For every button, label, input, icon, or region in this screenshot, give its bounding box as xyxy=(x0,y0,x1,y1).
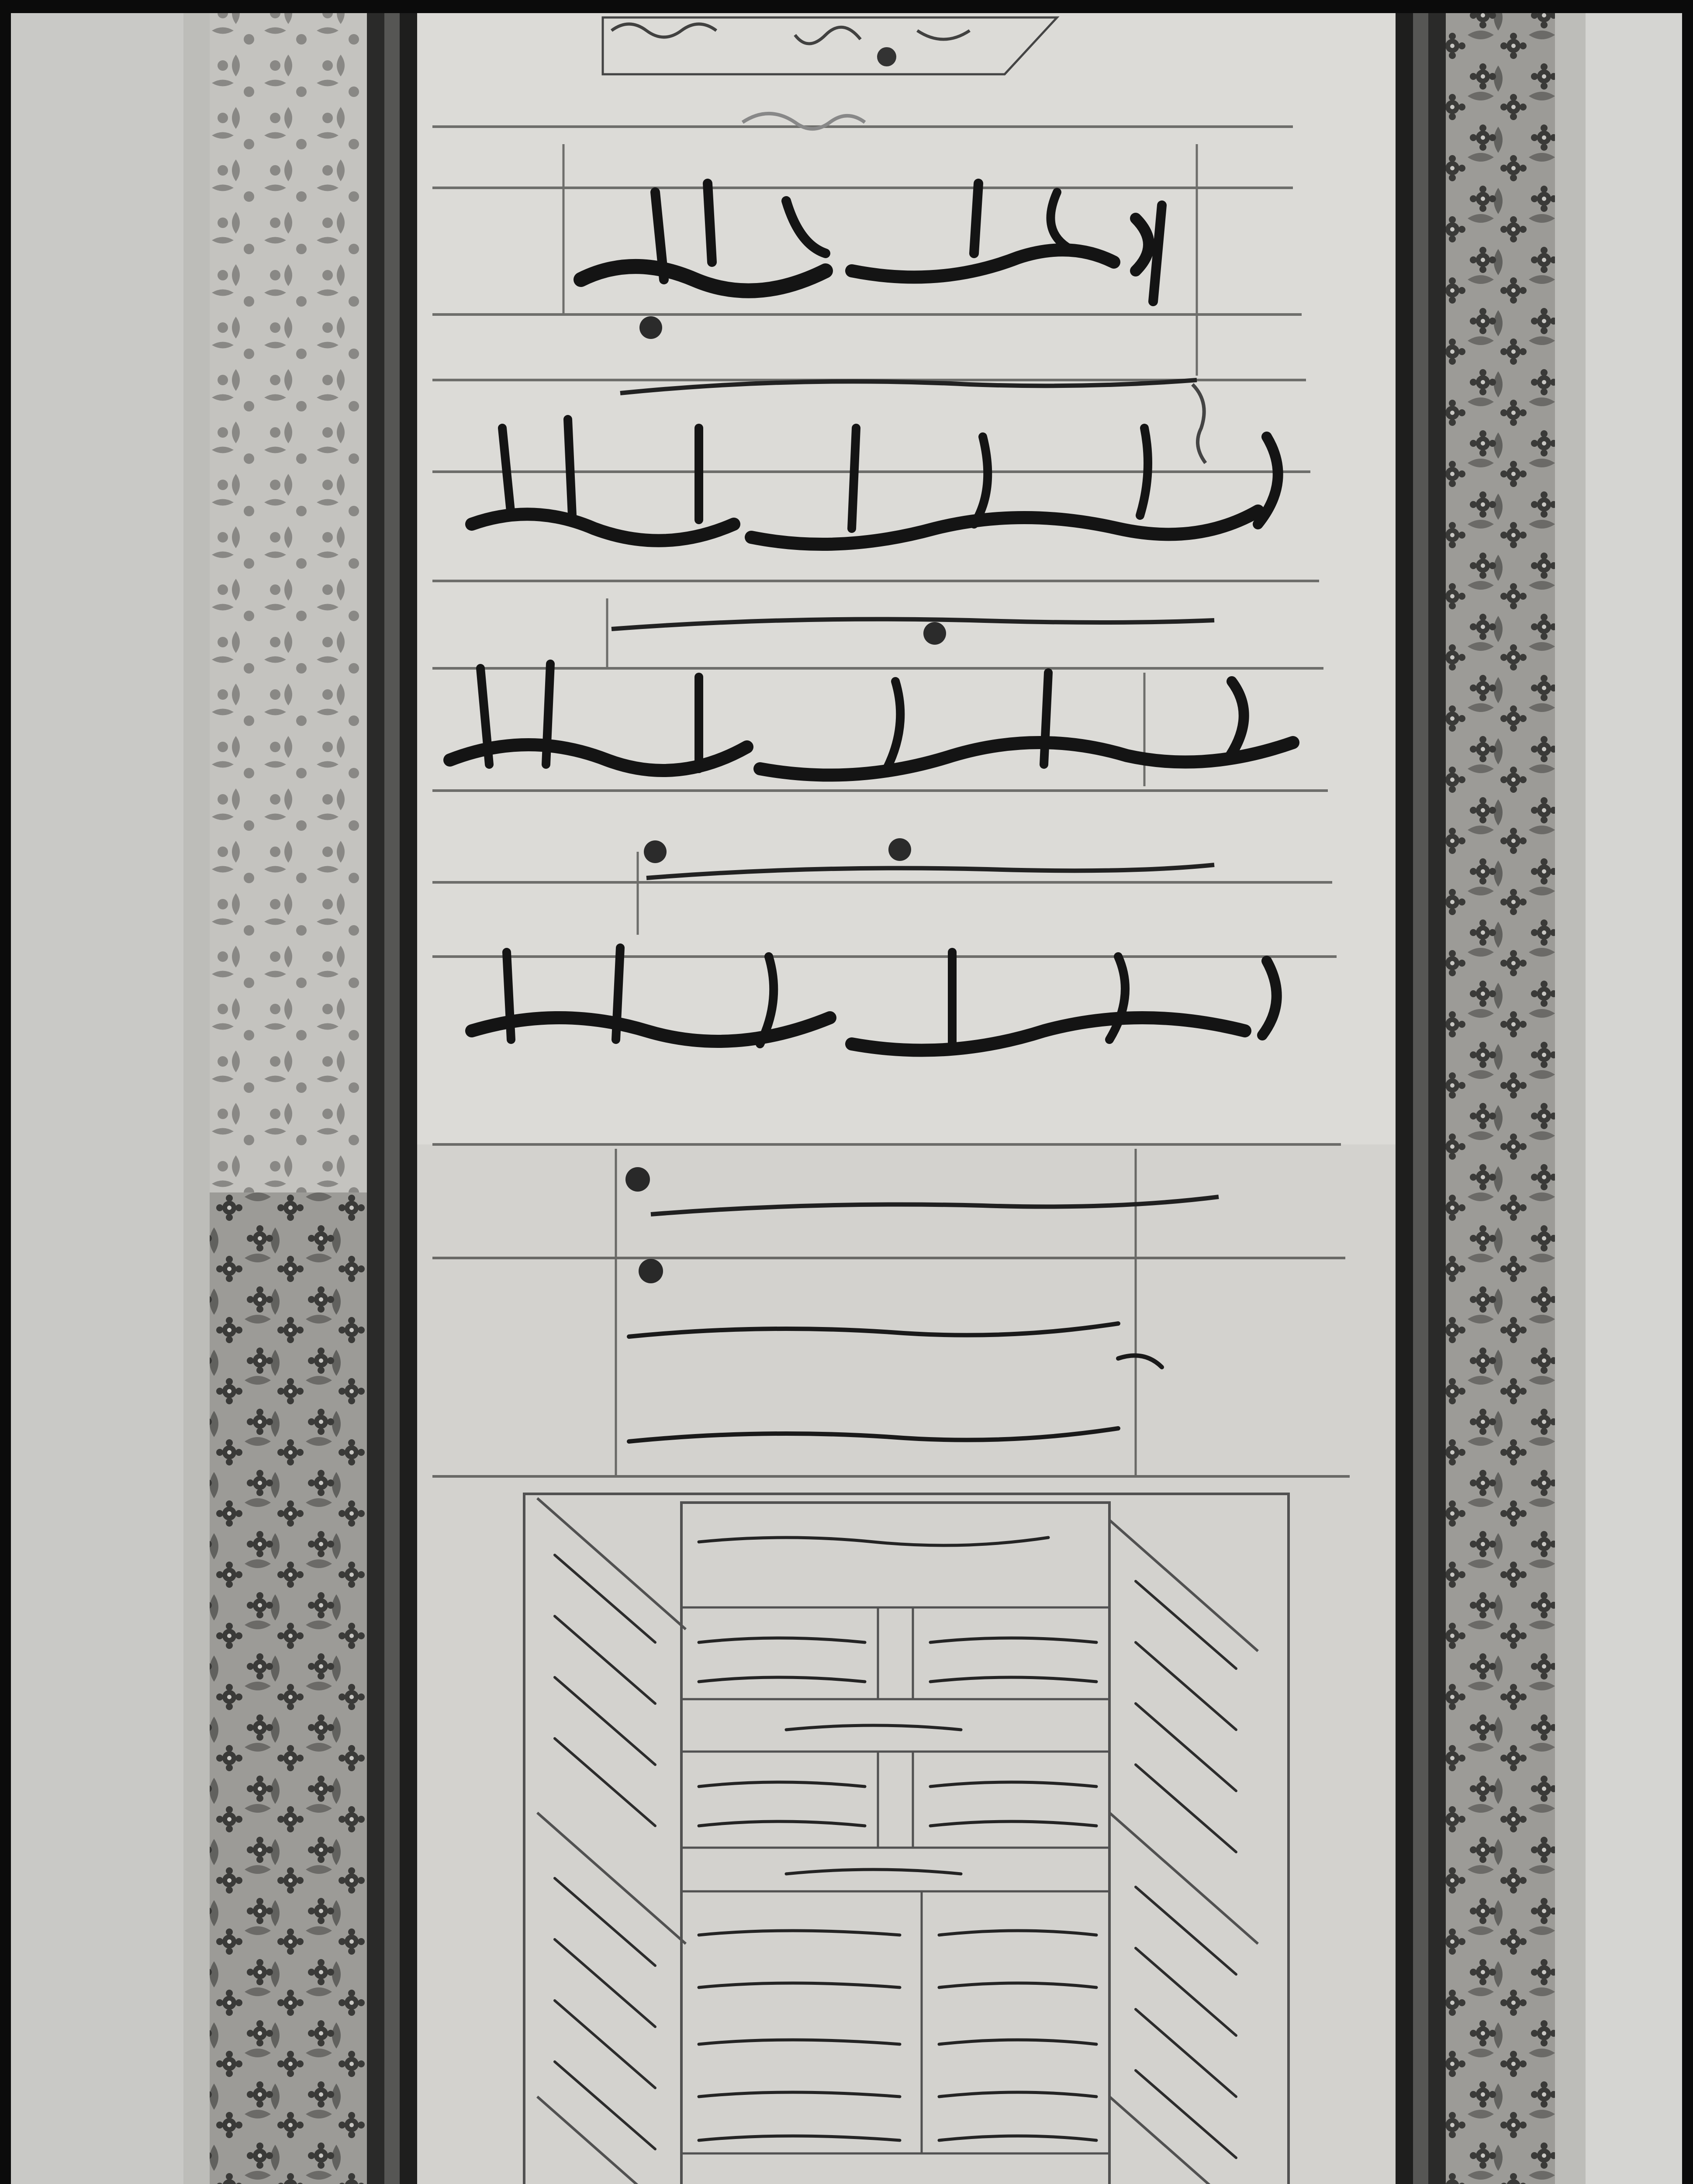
silk-border-upper-light xyxy=(205,13,389,1192)
